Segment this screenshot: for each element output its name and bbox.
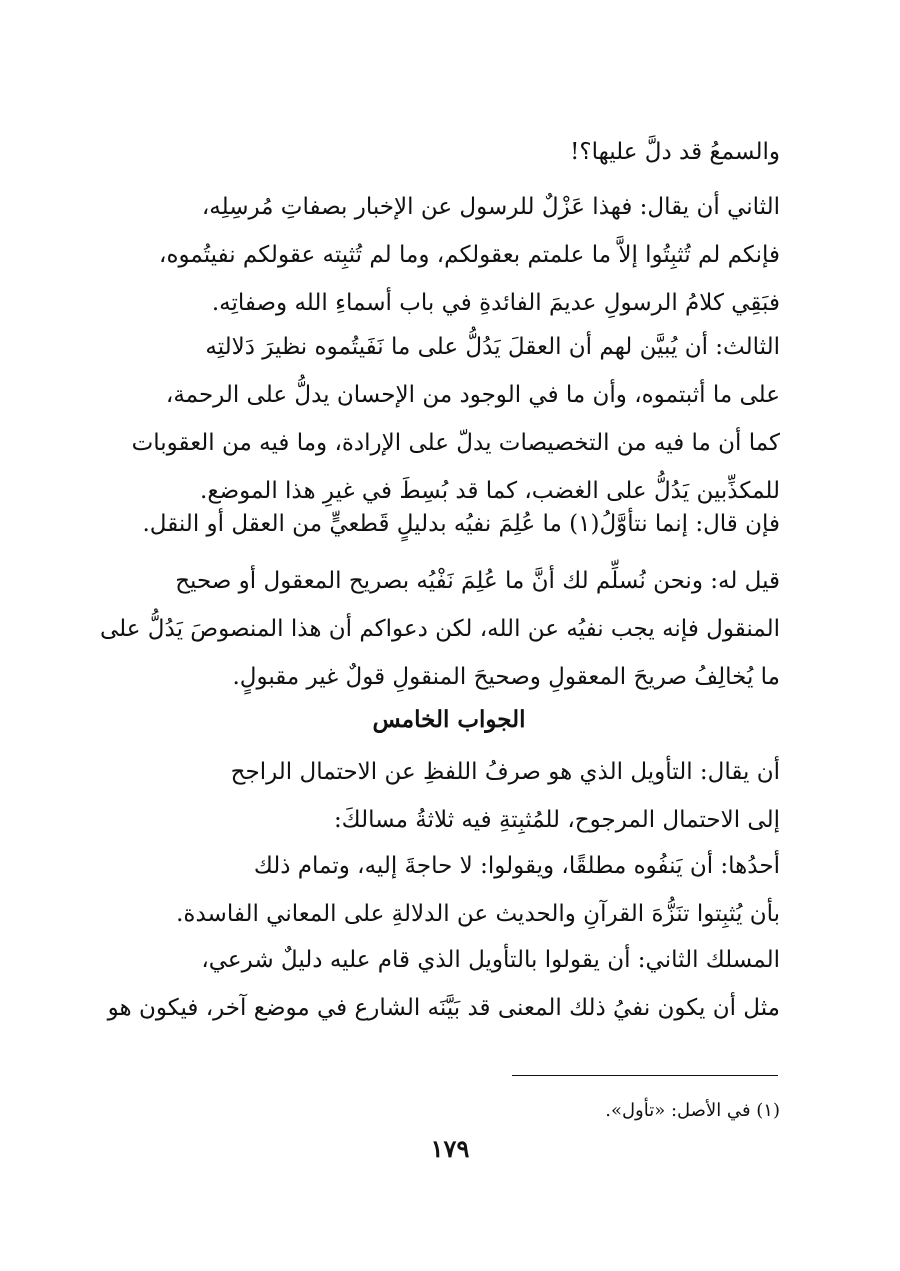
text-line: أن يقال: التأويل الذي هو صرفُ اللفظِ عن الاحتمال الراجح — [230, 759, 780, 785]
text-line: كما أن ما فيه من التخصيصات يدلّ على الإرادة، وما فيه من العقوبات — [131, 430, 780, 456]
text-line: فإن قال: إنما نتأوَّلُ(١) ما عُلِمَ نفيُه بدليلٍ قَطعيٍّ من العقل أو النقل. — [142, 511, 780, 537]
text-line: المسلك الثاني: أن يقولوا بالتأويل الذي قام عليه دليلٌ شرعي، — [201, 947, 780, 973]
text-line: على ما أثبتموه، وأن ما في الوجود من الإحسان يدلُّ على الرحمة، — [165, 382, 780, 408]
text-line: والسمعُ قد دلَّ عليها؟! — [570, 139, 780, 165]
section-heading: الجواب الخامس — [372, 706, 526, 733]
text-line: ما يُخالِفُ صريحَ المعقولِ وصحيحَ المنقولِ قولٌ غير مقبولٍ. — [232, 664, 780, 690]
text-line: الثاني أن يقال: فهذا عَزْلٌ للرسول عن الإخبار بصفاتِ مُرسِلِه، — [201, 194, 780, 220]
text-line: إلى الاحتمال المرجوح، للمُثبِتةِ فيه ثلاثةُ مسالكَ: — [333, 807, 780, 833]
text-line: المنقول فإنه يجب نفيُه عن الله، لكن دعواكم أن هذا المنصوصَ يَدُلُّ على — [99, 616, 780, 642]
text-line: فإنكم لم تُثبِتُوا إلاَّ ما علمتم بعقولكم، وما لم تُثبِته عقولكم نفيتُموه، — [159, 242, 780, 268]
text-line: قيل له: ونحن نُسلِّم لك أنَّ ما عُلِمَ نَفْيُه بصريح المعقول أو صحيح — [175, 568, 780, 594]
paragraph-second-point — [118, 183, 780, 327]
page-number: ١٧٩ — [430, 1134, 470, 1163]
text-line: بأن يُثبِتوا تنَزُّهَ القرآنِ والحديث عن الدلالةِ على المعاني الفاسدة. — [176, 901, 780, 927]
text-line: مثل أن يكون نفيُ ذلك المعنى قد بَيَّنَه الشارع في موضع آخر، فيكون هو — [107, 995, 780, 1021]
footnote-divider — [512, 1075, 778, 1076]
paragraph-second-approach — [107, 936, 780, 1032]
footnote: (١) في الأصل: «تأول». — [605, 1100, 780, 1121]
text-line: فبَقِي كلامُ الرسولِ عديمَ الفائدةِ في باب أسماءِ الله وصفاتِه. — [211, 290, 780, 316]
paragraph-interpretation-definition — [118, 748, 780, 844]
paragraph-first-approach — [118, 842, 780, 938]
paragraph-continuation — [118, 128, 780, 176]
paragraph-third-point — [118, 323, 780, 515]
paragraph-reply — [99, 557, 780, 701]
text-line: للمكذِّبين يَدُلُّ على الغضب، كما قد بُسِطَ في غيرِ هذا الموضع. — [200, 478, 780, 504]
text-line: الثالث: أن يُبيَّن لهم أن العقلَ يَدُلُّ على ما نَفَيتُموه نظيرَ دَلالتِه — [205, 334, 780, 360]
text-line: أحدُها: أن يَنفُوه مطلقًا، ويقولوا: لا حاجةَ إليه، وتمام ذلك — [253, 853, 780, 879]
paragraph-objection — [118, 500, 780, 548]
